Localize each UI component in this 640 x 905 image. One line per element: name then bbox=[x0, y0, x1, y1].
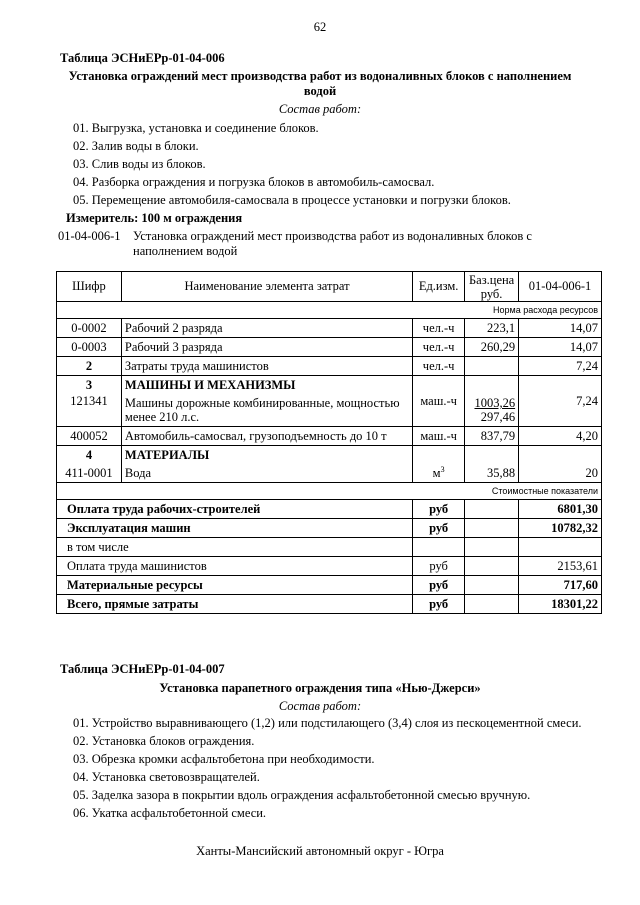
cost-row: Эксплуатация машин руб 10782,32 bbox=[57, 519, 602, 538]
table2-work-item: 01. Устройство выравнивающего (1,2) или подстилающего (3,4) слоя из пескоцементной смеси. bbox=[73, 716, 582, 730]
header-item: 01-04-006-1 bbox=[519, 272, 602, 302]
table1-work-item: 05. Перемещение автомобиля-самосвала в процессе установки и погрузки блоков. bbox=[73, 193, 511, 207]
norm-label-row bbox=[57, 302, 602, 319]
table1-item-desc-line2: наполнением водой bbox=[133, 244, 238, 258]
table1-work-item: 02. Залив воды в блоки. bbox=[73, 139, 199, 153]
table-row: 0-0003 Рабочий 3 разряда чел.-ч 260,29 14,07 bbox=[57, 338, 602, 357]
table1-composition-label: Состав работ: bbox=[278, 102, 362, 116]
table-row: 2 Затраты труда машинистов чел.-ч 7,24 bbox=[57, 357, 602, 376]
table2-work-item: 06. Укатка асфальтобетонной смеси. bbox=[73, 806, 267, 820]
page-number: 62 bbox=[313, 20, 327, 34]
table2-work-item: 03. Обрезка кромки асфальтобетона при необходимости. bbox=[73, 752, 375, 766]
section-row-materials: 4 МАТЕРИАЛЫ bbox=[57, 446, 602, 465]
table-row: 121341 Машины дорожные комбинированные, мощностью менее 210 л.с. маш.-ч 1003,26 297,46 7,24 bbox=[57, 394, 602, 427]
table1-meter: Измеритель: 100 м ограждения bbox=[66, 211, 243, 225]
header-code: Шифр bbox=[57, 272, 122, 302]
table1-code-title: Таблица ЭСНиЕРр-01-04-006 bbox=[60, 51, 225, 65]
norm-label: Норма расхода ресурсов bbox=[57, 302, 602, 319]
cost-label: Стоимостные показатели bbox=[57, 483, 602, 500]
cost-row: Оплата труда машинистов руб 2153,61 bbox=[57, 557, 602, 576]
cost-row: Всего, прямые затраты руб 18301,22 bbox=[57, 595, 602, 614]
table1-item-desc-line1: Установка ограждений мест производства работ из водоналивных блоков с bbox=[133, 229, 532, 243]
table1-work-item: 04. Разборка ограждения и погрузка блоков в автомобиль-самосвал. bbox=[73, 175, 435, 189]
table1-heading-line2: водой bbox=[303, 84, 337, 98]
table-row: 400052 Автомобиль-самосвал, грузоподъемность до 10 т маш.-ч 837,79 4,20 bbox=[57, 427, 602, 446]
table1-item-code: 01-04-006-1 bbox=[58, 229, 121, 243]
section-row-machines: 3 МАШИНЫ И МЕХАНИЗМЫ bbox=[57, 376, 602, 395]
resource-table bbox=[56, 271, 602, 614]
table2-code-title: Таблица ЭСНиЕРр-01-04-007 bbox=[60, 662, 225, 676]
table2-work-item: 02. Установка блоков ограждения. bbox=[73, 734, 255, 748]
header-name: Наименование элемента затрат bbox=[121, 272, 412, 302]
header-base-price: Баз.цена руб. bbox=[465, 272, 519, 302]
table2-heading: Установка парапетного ограждения типа «Нью-Джерси» bbox=[159, 681, 481, 695]
table1-heading-line1: Установка ограждений мест производства работ из водоналивных блоков с наполнением bbox=[68, 69, 572, 83]
header-unit: Ед.изм. bbox=[413, 272, 465, 302]
cost-row: Материальные ресурсы руб 717,60 bbox=[57, 576, 602, 595]
table2-work-item: 05. Заделка зазора в покрытии вдоль ограждения асфальтобетонной смесью вручную. bbox=[73, 788, 531, 802]
cost-row: в том числе bbox=[57, 538, 602, 557]
table1-work-item: 01. Выгрузка, установка и соединение блоков. bbox=[73, 121, 319, 135]
table2-work-item: 04. Установка световозвращателей. bbox=[73, 770, 260, 784]
cost-label-row bbox=[57, 483, 602, 500]
table-row: 0-0002 Рабочий 2 разряда чел.-ч 223,1 14,07 bbox=[57, 319, 602, 338]
table-row: 411-0001 Вода $м^3$ 35,88 20 bbox=[57, 464, 602, 483]
table-header-row bbox=[57, 272, 602, 302]
page-footer: Ханты-Мансийский автономный округ - Югра bbox=[196, 844, 444, 858]
table2-composition-label: Состав работ: bbox=[278, 699, 362, 713]
cost-row: Оплата труда рабочих-строителей руб 6801,30 bbox=[57, 500, 602, 519]
table1-work-item: 03. Слив воды из блоков. bbox=[73, 157, 206, 171]
